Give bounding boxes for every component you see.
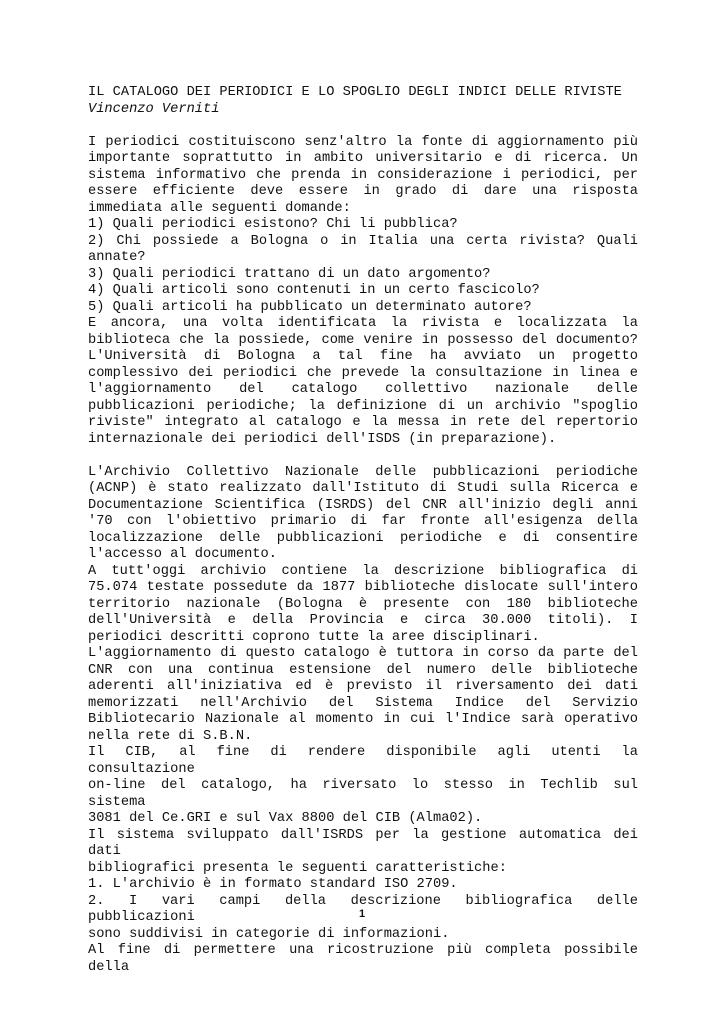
- text-line: l'aggiornamento del catalogo collettivo nazionale delle: [88, 382, 638, 397]
- text-line: 75.074 testate possedute da 1877 biblioteche dislocate sull'intero: [88, 580, 638, 595]
- text-line: 5) Quali articoli ha pubblicato un determinato autore?: [88, 299, 532, 315]
- text-line: (ACNP) è stato realizzato dall'Istituto di Studi sulla Ricerca e: [88, 481, 638, 496]
- text-line: 3) Quali periodici trattano di un dato argomento?: [88, 266, 491, 282]
- text-line: localizzazione delle pubblicazioni periodiche e di consentire: [88, 530, 638, 546]
- text-line: nella rete di S.B.N.: [88, 728, 253, 744]
- text-line: I periodici costituiscono senz'altro la fonte di aggiornamento più: [88, 134, 638, 150]
- text-line: Al fine di permettere una ricostruzione più completa possibile della: [88, 943, 638, 975]
- text-line: L'Archivio Collettivo Nazionale delle pubblicazioni periodiche: [88, 464, 638, 480]
- document-title: IL CATALOGO DEI PERIODICI E LO SPOGLIO DEGLI INDICI DELLE RIVISTE: [88, 85, 622, 100]
- text-line: 2. I vari campi della descrizione bibliografica delle pubblicazioni: [88, 893, 638, 925]
- document-page: [88, 85, 638, 976]
- text-line: periodici descritti coprono tutte la aree disciplinari.: [88, 629, 540, 645]
- text-line: internazionale dei periodici dell'ISDS (in preparazione).: [88, 431, 557, 447]
- text-line: A tutt'oggi archivio contiene la descrizione bibliografica di: [88, 563, 638, 579]
- text-line: sono suddivisi in categorie di informazioni.: [88, 926, 450, 942]
- text-line: Documentazione Scientifica (ISRDS) del CNR all'inizio degli anni: [88, 497, 638, 513]
- paragraph-intro: [88, 135, 638, 449]
- text-line: L'Università di Bologna a tal fine ha avviato un progetto: [88, 349, 638, 364]
- document-author: Vincenzo Verniti: [88, 101, 220, 117]
- text-line: 4) Quali articoli sono contenuti in un certo fascicolo?: [88, 283, 540, 298]
- text-line: L'aggiornamento di questo catalogo è tuttora in corso da parte del: [88, 646, 638, 661]
- text-line: complessivo dei periodici che prevede la consultazione in linea e: [88, 365, 638, 381]
- text-line: territorio nazionale (Bologna è presente con 180 biblioteche: [88, 596, 638, 612]
- paragraph-acnp: [88, 465, 638, 977]
- text-line: CNR con una continua estensione del numero delle biblioteche: [88, 662, 638, 678]
- text-line: Il sistema sviluppato dall'ISRDS per la gestione automatica dei dati: [88, 827, 638, 859]
- text-line: biblioteca che la possiede, come venire in possesso del documento?: [88, 332, 638, 348]
- text-line: 3081 del Ce.GRI e sul Vax 8800 del CIB (Alma02).: [88, 811, 483, 826]
- text-line: essere efficiente deve essere in grado di dare una risposta: [88, 184, 638, 199]
- text-line: 1) Quali periodici esistono? Chi li pubblica?: [88, 217, 458, 232]
- text-line: annate?: [88, 250, 146, 265]
- text-line: 1. L'archivio è in formato standard ISO 2709.: [88, 877, 458, 892]
- text-line: importante soprattutto in ambito universitario e di ricerca. Un: [88, 151, 638, 166]
- text-line: l'accesso al documento.: [88, 547, 277, 562]
- text-line: memorizzati nell'Archivio del Sistema Indice del Servizio: [88, 695, 638, 711]
- text-line: riviste" integrato al catalogo e la messa in rete del repertorio: [88, 415, 638, 430]
- page-number: 1: [358, 908, 366, 920]
- text-line: immediata alle seguenti domande:: [88, 200, 351, 216]
- text-line: on-line del catalogo, ha riversato lo stesso in Techlib sul sistema: [88, 778, 638, 810]
- text-line: pubblicazioni periodiche; la definizione di un archivio "spoglio: [88, 398, 638, 414]
- text-line: Bibliotecario Nazionale al momento in cui l'Indice sarà operativo: [88, 712, 638, 727]
- text-line: E ancora, una volta identificata la rivista e localizzata la: [88, 316, 638, 331]
- text-line: 2) Chi possiede a Bologna o in Italia una certa rivista? Quali: [88, 233, 638, 249]
- paragraph-gap: [88, 448, 638, 465]
- text-line: sistema informativo che prenda in considerazione i periodici, per: [88, 167, 638, 183]
- text-line: dell'Università e della Provincia e circa 30.000 titoli). I: [88, 613, 638, 628]
- text-line: Il CIB, al fine di rendere disponibile agli utenti la consultazione: [88, 745, 638, 777]
- text-line: bibliografici presenta le seguenti caratteristiche:: [88, 860, 507, 876]
- text-line: '70 con l'obiettivo primario di far fronte all'esigenza della: [88, 514, 638, 529]
- text-line: aderenti all'iniziativa ed è previsto il riversamento dei dati: [88, 679, 638, 694]
